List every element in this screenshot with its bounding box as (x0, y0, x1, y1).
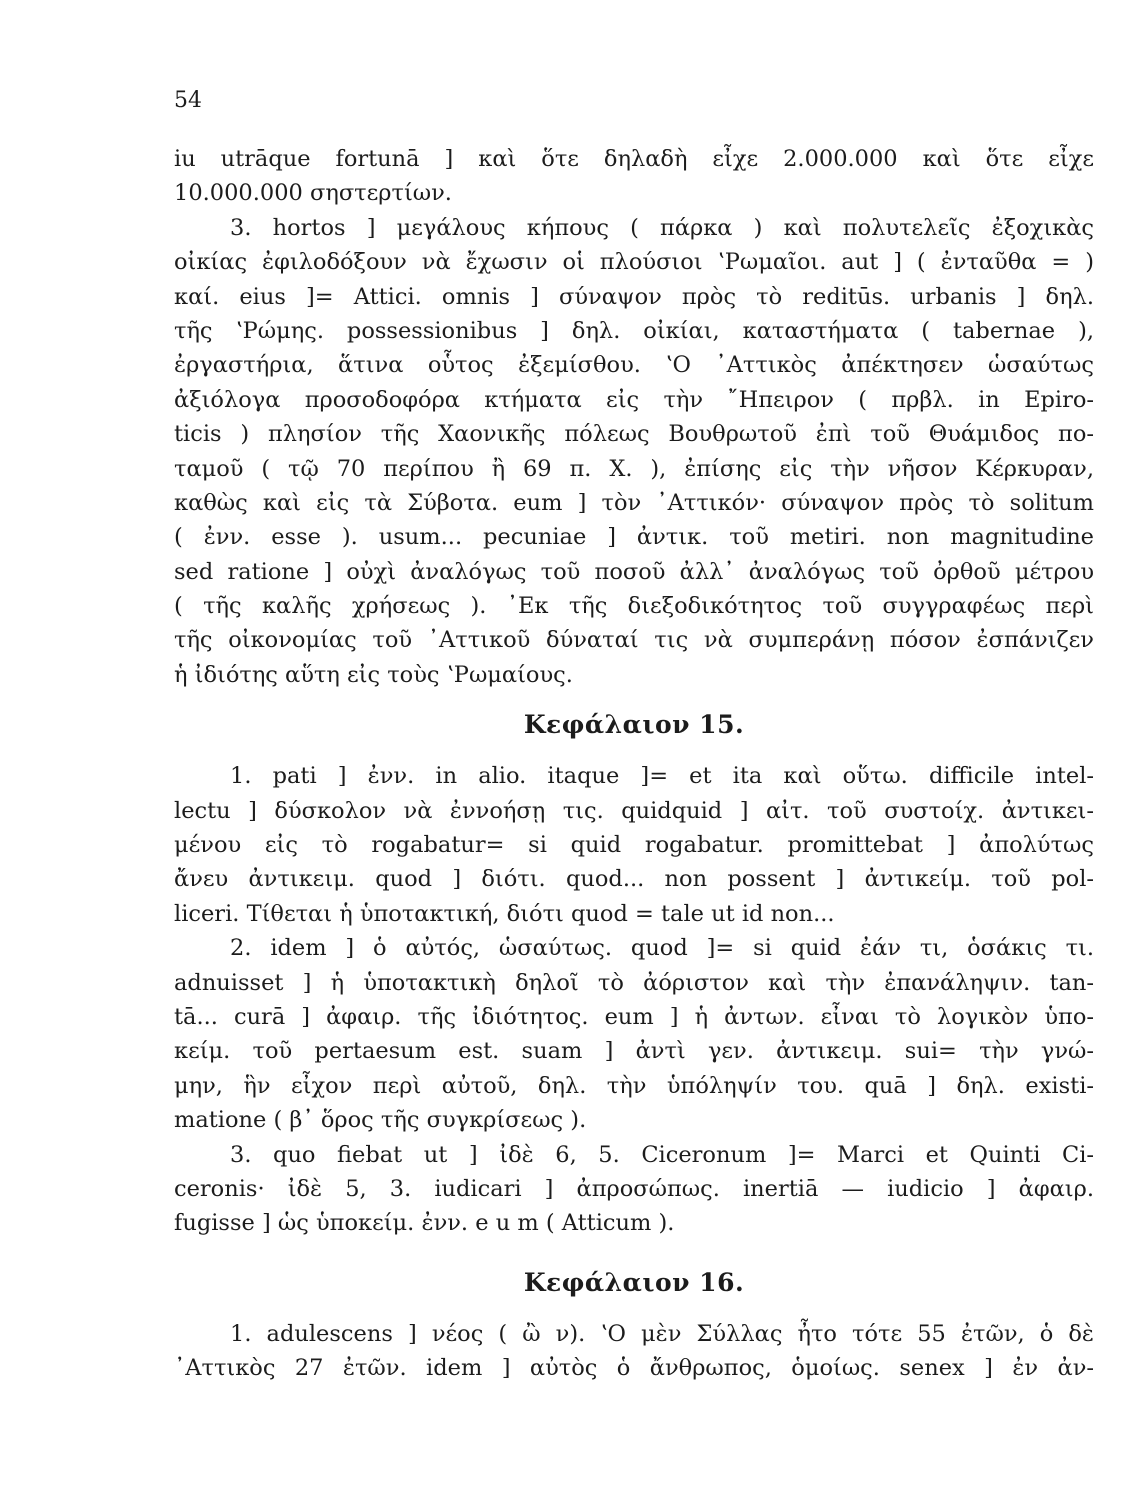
chapter-heading-15: Κεφάλαιον 15. (523, 710, 745, 740)
chapter-heading-16: Κεφάλαιον 16. (523, 1267, 745, 1297)
text-line: 1. pati ] ἐνν. in alio. itaque ]= et ita καὶ οὕτω. difficile intel- (230, 763, 1094, 790)
text-line: 2. idem ] ὁ αὐτός, ὡσαύτως. quod ]= si quid ἐάν τι, ὁσάκις τι. (230, 935, 1094, 962)
text-line: lectu ] δύσκολον νὰ ἐννοήσῃ τις. quidquid ] αἰτ. τοῦ συστοίχ. ἀντικει- (174, 797, 1094, 824)
commentary-block-16 (174, 1317, 1094, 1386)
text-line: liceri. Τίθεται ἡ ὑποτακτική, διότι quod = tale ut id non... (174, 900, 835, 927)
text-line: καί. eius ]= Attici. omnis ] σύναψον πρὸς τὸ reditūs. urbanis ] δηλ. (174, 283, 1094, 310)
text-line: 3. hortos ] μεγάλους κήπους ( πάρκα ) καὶ πολυτελεῖς ἐξοχικὰς (230, 214, 1094, 241)
text-line: κείμ. τοῦ pertaesum est. suam ] ἀντὶ γεν. ἀντικειμ. sui= τὴν γνώ- (174, 1038, 1094, 1065)
text-line: 10.000.000 σηστερτίων. (174, 180, 452, 207)
text-line: ἡ ἰδιότης αὕτη εἰς τοὺς ʽΡωμαίους. (174, 661, 573, 688)
text-line: μην, ἣν εἶχον περὶ αὐτοῦ, δηλ. τὴν ὑπόληψίν του. quā ] δηλ. existi- (174, 1072, 1094, 1099)
text-line: ᾿Αττικὸς 27 ἐτῶν. idem ] αὐτὸς ὁ ἄνθρωπος, ὁμοίως. senex ] ἐν ἀν- (174, 1355, 1094, 1382)
text-line: τῆς οἰκονομίας τοῦ ᾿Αττικοῦ δύναταί τις νὰ συμπεράνῃ πόσον ἐσπάνιζεν (174, 627, 1094, 654)
text-line: adnuisset ] ἡ ὑποτακτικὴ δηλοῖ τὸ ἀόριστον καὶ τὴν ἐπανάληψιν. tan- (174, 969, 1094, 996)
text-line: ticis ) πλησίον τῆς Χαονικῆς πόλεως Βουθρωτοῦ ἐπὶ τοῦ Θυάμιδος πο- (174, 421, 1094, 448)
text-line: μένου εἰς τὸ rogabatur= si quid rogabatur. promittebat ] ἀπολύτως (174, 832, 1094, 859)
text-line: 3. quo fiebat ut ] ἰδὲ 6, 5. Ciceronum ]= Marci et Quinti Ci- (230, 1141, 1094, 1168)
text-line: ταμοῦ ( τῷ 70 περίπου ἢ 69 π. Χ. ), ἐπίσης εἰς τὴν νῆσον Κέρκυραν, (174, 455, 1094, 482)
commentary-block-14 (174, 142, 1094, 692)
text-line: τῆς ʽΡώμης. possessionibus ] δηλ. οἰκίαι, καταστήματα ( tabernae ), (174, 317, 1094, 344)
page-body (174, 142, 1094, 1386)
text-line: ἀξιόλογα προσοδοφόρα κτήματα εἰς τὴν ῎Ηπειρον ( πρβλ. in Epiro- (174, 386, 1094, 413)
text-line: ἐργαστήρια, ἅτινα οὗτος ἐξεμίσθου. ʽΟ ᾿Αττικὸς ἀπέκτησεν ὡσαύτως (174, 352, 1094, 379)
text-line: sed ratione ] οὐχὶ ἀναλόγως τοῦ ποσοῦ ἀλλ᾿ ἀναλόγως τοῦ ὀρθοῦ μέτρου (174, 558, 1094, 585)
text-line: ἄνευ ἀντικειμ. quod ] διότι. quod... non possent ] ἀντικείμ. τοῦ pol- (174, 866, 1094, 893)
text-line: iu utrāque fortunā ] καὶ ὅτε δηλαδὴ εἶχε 2.000.000 καὶ ὅτε εἶχε (174, 146, 1094, 172)
page-number: 54 (174, 88, 202, 113)
text-line: fugisse ] ὡς ὑποκείμ. ἐνν. e u m ( Atticum ). (174, 1210, 675, 1237)
text-line: ( τῆς καλῆς χρήσεως ). ᾿Εκ τῆς διεξοδικότητος τοῦ συγγραφέως περὶ (174, 593, 1094, 620)
text-line: matione ( β᾿ ὅρος τῆς συγκρίσεως ). (174, 1107, 587, 1134)
text-line: ( ἐνν. esse ). usum... pecuniae ] ἀντικ. τοῦ metiri. non magnitudine (174, 524, 1094, 551)
text-line: καθὼς καὶ εἰς τὰ Σύβοτα. eum ] τὸν ᾿Αττικόν· σύναψον πρὸς τὸ solitum (174, 489, 1094, 516)
text-line: οἰκίας ἐφιλοδόξουν νὰ ἔχωσιν οἱ πλούσιοι ʽΡωμαῖοι. aut ] ( ἐνταῦθα = ) (174, 249, 1094, 276)
text-line: 1. adulescens ] νέος ( ὢ ν). ʽΟ μὲν Σύλλας ἦτο τότε 55 ἐτῶν, ὁ δὲ (230, 1320, 1094, 1347)
text-line: ceronis· ἰδὲ 5, 3. iudicari ] ἀπροσώπως. inertiā — iudicio ] ἀφαιρ. (174, 1175, 1094, 1202)
text-line: tā... curā ] ἀφαιρ. τῆς ἰδιότητος. eum ] ἡ ἀντων. εἶναι τὸ λογικὸν ὑπο- (174, 1003, 1094, 1030)
commentary-block-15 (174, 759, 1094, 1240)
